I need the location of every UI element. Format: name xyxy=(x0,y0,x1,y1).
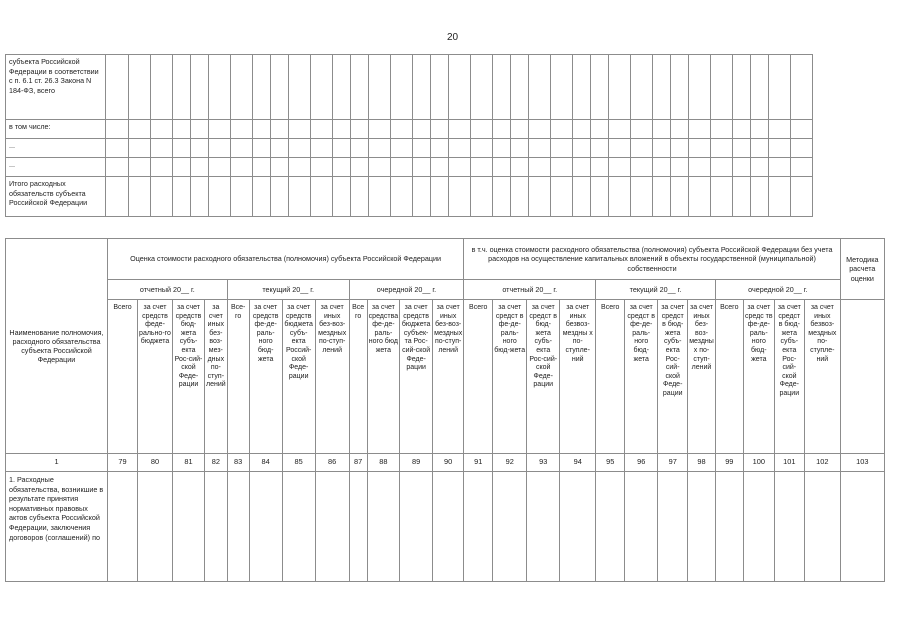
year-header: текущий 20__ г. xyxy=(596,280,716,300)
column-number: 97 xyxy=(658,454,688,472)
main-table xyxy=(5,238,885,582)
subcol-header: Все го xyxy=(349,300,367,454)
column-number: 86 xyxy=(315,454,349,472)
subcol-header: за счет иных без-воз-мездных по-ступ-лений xyxy=(315,300,349,454)
column-number: 89 xyxy=(400,454,433,472)
group-b-header: в т.ч. оценка стоимости расходного обязательства (полномочия) субъекта Российской Федерации без учета расходов на осуществление капитальных вложений в объекты государственной (муниципальной) собственности xyxy=(464,239,841,280)
column-number: 102 xyxy=(804,454,840,472)
subcol-header: Все-го xyxy=(227,300,249,454)
data-row-1 xyxy=(6,472,885,582)
year-header: очередной 20__ г. xyxy=(715,280,840,300)
subcol-header: за счет средств бюджета субъ-екта Россий-ской Феде-рации xyxy=(282,300,315,454)
top-row-subject xyxy=(6,55,832,120)
top-row-including xyxy=(6,120,832,139)
subcol-header: за счет средств феде-рально-го бюджета xyxy=(138,300,173,454)
page-number: 20 xyxy=(446,32,459,43)
top-row-total xyxy=(6,177,832,217)
column-number: 101 xyxy=(774,454,804,472)
column-number: 100 xyxy=(743,454,774,472)
top-table xyxy=(5,54,832,217)
column-number: 88 xyxy=(367,454,399,472)
header-row-groups xyxy=(6,239,885,280)
header-row-years xyxy=(6,280,885,300)
subcol-header: за счет иных без-воз-мездны х по-ступ-лений xyxy=(688,300,716,454)
column-number: 99 xyxy=(715,454,743,472)
subcol-header: за счет средст в бюд-жета субъ-екта Рос-сий-ской Феде-рации xyxy=(658,300,688,454)
column-number: 83 xyxy=(227,454,249,472)
subcol-header: Всего xyxy=(108,300,138,454)
column-number: 96 xyxy=(625,454,658,472)
top-row-ellipsis-1 xyxy=(6,139,832,158)
top-row-label: Итого расходных обязательств субъекта Российской Федерации xyxy=(6,177,106,217)
column-number: 81 xyxy=(173,454,205,472)
group-a-header: Оценка стоимости расходного обязательства (полномочия) субъекта Российской Федерации xyxy=(108,239,464,280)
column-number: 82 xyxy=(205,454,228,472)
method-empty-cell xyxy=(840,300,884,454)
subcol-header: за счет средст в бюд-жета субъ-екта Рос-сий-ской Феде-рации xyxy=(774,300,804,454)
column-number: 92 xyxy=(493,454,527,472)
subcol-header: за счет средс тв фе-де-раль-ного бюд-жета xyxy=(743,300,774,454)
subcol-header: за счет иных безвоз-мездных по-ступле-ний xyxy=(804,300,840,454)
subcol-header: за счет средст в бюд-жета субъ-екта Рос-сий-ской Феде-рации xyxy=(527,300,560,454)
column-numbers-row xyxy=(6,454,885,472)
subcol-header: за счет иных без-воз-мездных по-ступ-лений xyxy=(433,300,464,454)
subcol-header: Всего xyxy=(715,300,743,454)
year-header: отчетный 20__ г. xyxy=(464,280,596,300)
column-number: 87 xyxy=(349,454,367,472)
column-number: 93 xyxy=(527,454,560,472)
column-number: 95 xyxy=(596,454,625,472)
col-name-header: Наименование полномочия, расходного обязательства субъекта Российской Федерации xyxy=(6,239,108,454)
column-number: 103 xyxy=(840,454,884,472)
column-number: 80 xyxy=(138,454,173,472)
subcol-header: за счет иных безвоз-мездны х по-ступле-ний xyxy=(560,300,596,454)
top-row-label: ... xyxy=(6,158,106,177)
column-number: 79 xyxy=(108,454,138,472)
year-header: текущий 20__ г. xyxy=(227,280,349,300)
top-row-ellipsis-2 xyxy=(6,158,832,177)
top-row-label: ... xyxy=(6,139,106,158)
column-number: 98 xyxy=(688,454,716,472)
subcol-header: за счет средст в фе-де-раль-ного бюд-жета xyxy=(625,300,658,454)
top-row-label: субъекта Российской Федерации в соответствии с п. 6.1 ст. 26.3 Закона N 184-ФЗ, всего xyxy=(6,55,106,120)
subcol-header: за счет средств фе-де-раль-ного бюд-жета xyxy=(249,300,282,454)
year-header: отчетный 20__ г. xyxy=(108,280,228,300)
column-number: 84 xyxy=(249,454,282,472)
col-method-header: Методика расчета оценки xyxy=(840,239,884,300)
column-number: 85 xyxy=(282,454,315,472)
data-row-label: 1. Расходные обязательства, возникшие в результате принятия нормативных правовых актов субъекта Российской Федерации, заключения договоров (соглашений) по xyxy=(6,472,108,582)
subcol-header: за счет средства фе-де-раль-ного бюд жета xyxy=(367,300,399,454)
subcol-header: Всего xyxy=(464,300,493,454)
year-header: очередной 20__ г. xyxy=(349,280,464,300)
top-row-label: в том числе: xyxy=(6,120,106,139)
header-row-subcols xyxy=(6,300,885,454)
column-number: 1 xyxy=(6,454,108,472)
subcol-header: за счет иных без-воз-мез-дных по-ступ-лений xyxy=(205,300,228,454)
subcol-header: за счет средств бюд-жета субъ-екта Рос-сий-ской Феде-рации xyxy=(173,300,205,454)
column-number: 94 xyxy=(560,454,596,472)
column-number: 91 xyxy=(464,454,493,472)
subcol-header: Всего xyxy=(596,300,625,454)
column-number: 90 xyxy=(433,454,464,472)
subcol-header: за счет средств бюджета субъек-та Рос-сий-ской Феде-рации xyxy=(400,300,433,454)
subcol-header: за счет средст в фе-де-раль-ного бюд-жета xyxy=(493,300,527,454)
